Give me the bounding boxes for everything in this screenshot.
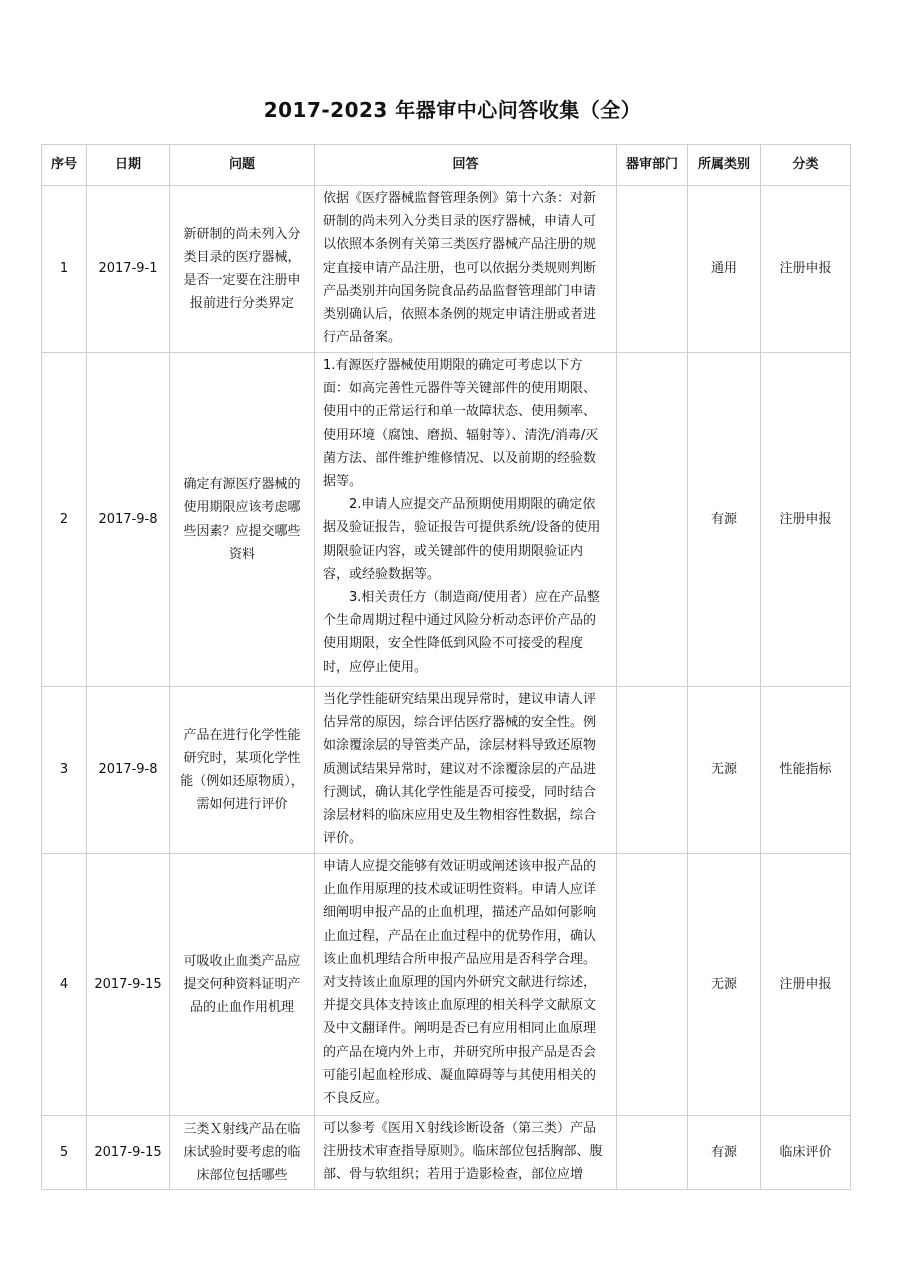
header-department: 器审部门 [617, 145, 688, 186]
answer-paragraph: 1.有源医疗器械使用期限的确定可考虑以下方面：如高完善性元器件等关键部件的使用期限、使用中的正常运行和单一故障状态、使用频率、使用环境（腐蚀、磨损、辐射等）、清洗/消毒/灭菌方法、部件维护维修情况、以及前期的经验数据等。 [323, 358, 599, 490]
table-row [42, 854, 851, 1116]
cell-question: 确定有源医疗器械的使用期限应该考虑哪些因素？应提交哪些资料 [170, 353, 315, 687]
answer-paragraph: 申请人应提交能够有效证明或阐述该申报产品的止血作用原理的技术或证明性资料。申请人应详细阐明申报产品的止血机理，描述产品如何影响止血过程，产品在止血过程中的优势作用，确认该止血机理结合所申报产品应用是否科学合理。对支持该止血原理的国内外研究文献进行综述，并提交具体支持该止血原理的相关科学文献原文及中文翻译件。阐明是否已有应用相同止血原理的产品在境内外上市，并研究所申报产品是否会可能引起血栓形成、凝血障碍等与其使用相关的不良反应。 [323, 859, 597, 1107]
cell-answer [315, 186, 617, 353]
cell-answer [315, 687, 617, 854]
cell-classification: 注册申报 [761, 854, 851, 1116]
answer-paragraph: 依据《医疗器械监督管理条例》第十六条：对新研制的尚未列入分类目录的医疗器械，申请人可以依照本条例有关第三类医疗器械产品注册的规定直接申请产品注册，也可以依据分类规则判断产品类别并向国务院食品药品监督管理部门申请类别确认后，依照本条例的规定申请注册或者进行产品备案。 [323, 191, 597, 346]
table-row [42, 687, 851, 854]
cell-category: 通用 [688, 186, 761, 353]
cell-classification: 注册申报 [761, 186, 851, 353]
qa-table [41, 144, 851, 1190]
cell-question: 可吸收止血类产品应提交何种资料证明产品的止血作用机理 [170, 854, 315, 1116]
answer-paragraph: 2.申请人应提交产品预期使用期限的确定依据及验证报告，验证报告可提供系统/设备的使用期限验证内容，或关键部件的使用期限验证内容，或经验数据等。 [323, 497, 601, 582]
cell-date: 2017-9-1 [87, 186, 170, 353]
table-header-row [42, 145, 851, 186]
header-answer: 回答 [315, 145, 617, 186]
cell-classification: 临床评价 [761, 1116, 851, 1190]
cell-date: 2017-9-8 [87, 353, 170, 687]
cell-category: 有源 [688, 1116, 761, 1190]
table-row [42, 353, 851, 687]
cell-classification: 性能指标 [761, 687, 851, 854]
cell-no: 4 [42, 854, 87, 1116]
header-category: 所属类别 [688, 145, 761, 186]
answer-paragraph: 当化学性能研究结果出现异常时，建议申请人评估异常的原因，综合评估医疗器械的安全性。例如涂覆涂层的导管类产品，涂层材料导致还原物质测试结果异常时，建议对不涂覆涂层的产品进行测试，确认其化学性能是否可接受，同时结合涂层材料的临床应用史及生物相容性数据，综合评价。 [323, 692, 597, 847]
page-title: 2017-2023 年器审中心问答收集（全） [263, 98, 642, 122]
cell-classification: 注册申报 [761, 353, 851, 687]
header-date: 日期 [87, 145, 170, 186]
cell-question: 新研制的尚未列入分类目录的医疗器械，是否一定要在注册申报前进行分类界定 [170, 186, 315, 353]
cell-category: 无源 [688, 854, 761, 1116]
table-row [42, 1116, 851, 1190]
cell-question: 产品在进行化学性能研究时，某项化学性能（例如还原物质），需如何进行评价 [170, 687, 315, 854]
cell-category: 有源 [688, 353, 761, 687]
cell-department [617, 687, 688, 854]
cell-department [617, 854, 688, 1116]
cell-department [617, 1116, 688, 1190]
cell-category: 无源 [688, 687, 761, 854]
cell-no: 3 [42, 687, 87, 854]
cell-answer [315, 1116, 617, 1190]
header-question: 问题 [170, 145, 315, 186]
cell-no: 2 [42, 353, 87, 687]
cell-answer [315, 353, 617, 687]
cell-no: 1 [42, 186, 87, 353]
cell-date: 2017-9-8 [87, 687, 170, 854]
header-no: 序号 [42, 145, 87, 186]
cell-answer [315, 854, 617, 1116]
answer-paragraph: 可以参考《医用Ｘ射线诊断设备（第三类）产品注册技术审查指导原则》。临床部位包括胸部、腹部、骨与软组织；若用于造影检查，部位应增 [323, 1121, 603, 1183]
cell-date: 2017-9-15 [87, 854, 170, 1116]
cell-question: 三类Ｘ射线产品在临床试验时要考虑的临床部位包括哪些 [170, 1116, 315, 1190]
cell-department [617, 186, 688, 353]
answer-paragraph: 3.相关责任方（制造商/使用者）应在产品整个生命周期过程中通过风险分析动态评价产品的使用期限，安全性降低到风险不可接受的程度时，应停止使用。 [323, 590, 600, 675]
cell-no: 5 [42, 1116, 87, 1190]
table-row [42, 186, 851, 353]
cell-department [617, 353, 688, 687]
cell-date: 2017-9-15 [87, 1116, 170, 1190]
header-classification: 分类 [761, 145, 851, 186]
